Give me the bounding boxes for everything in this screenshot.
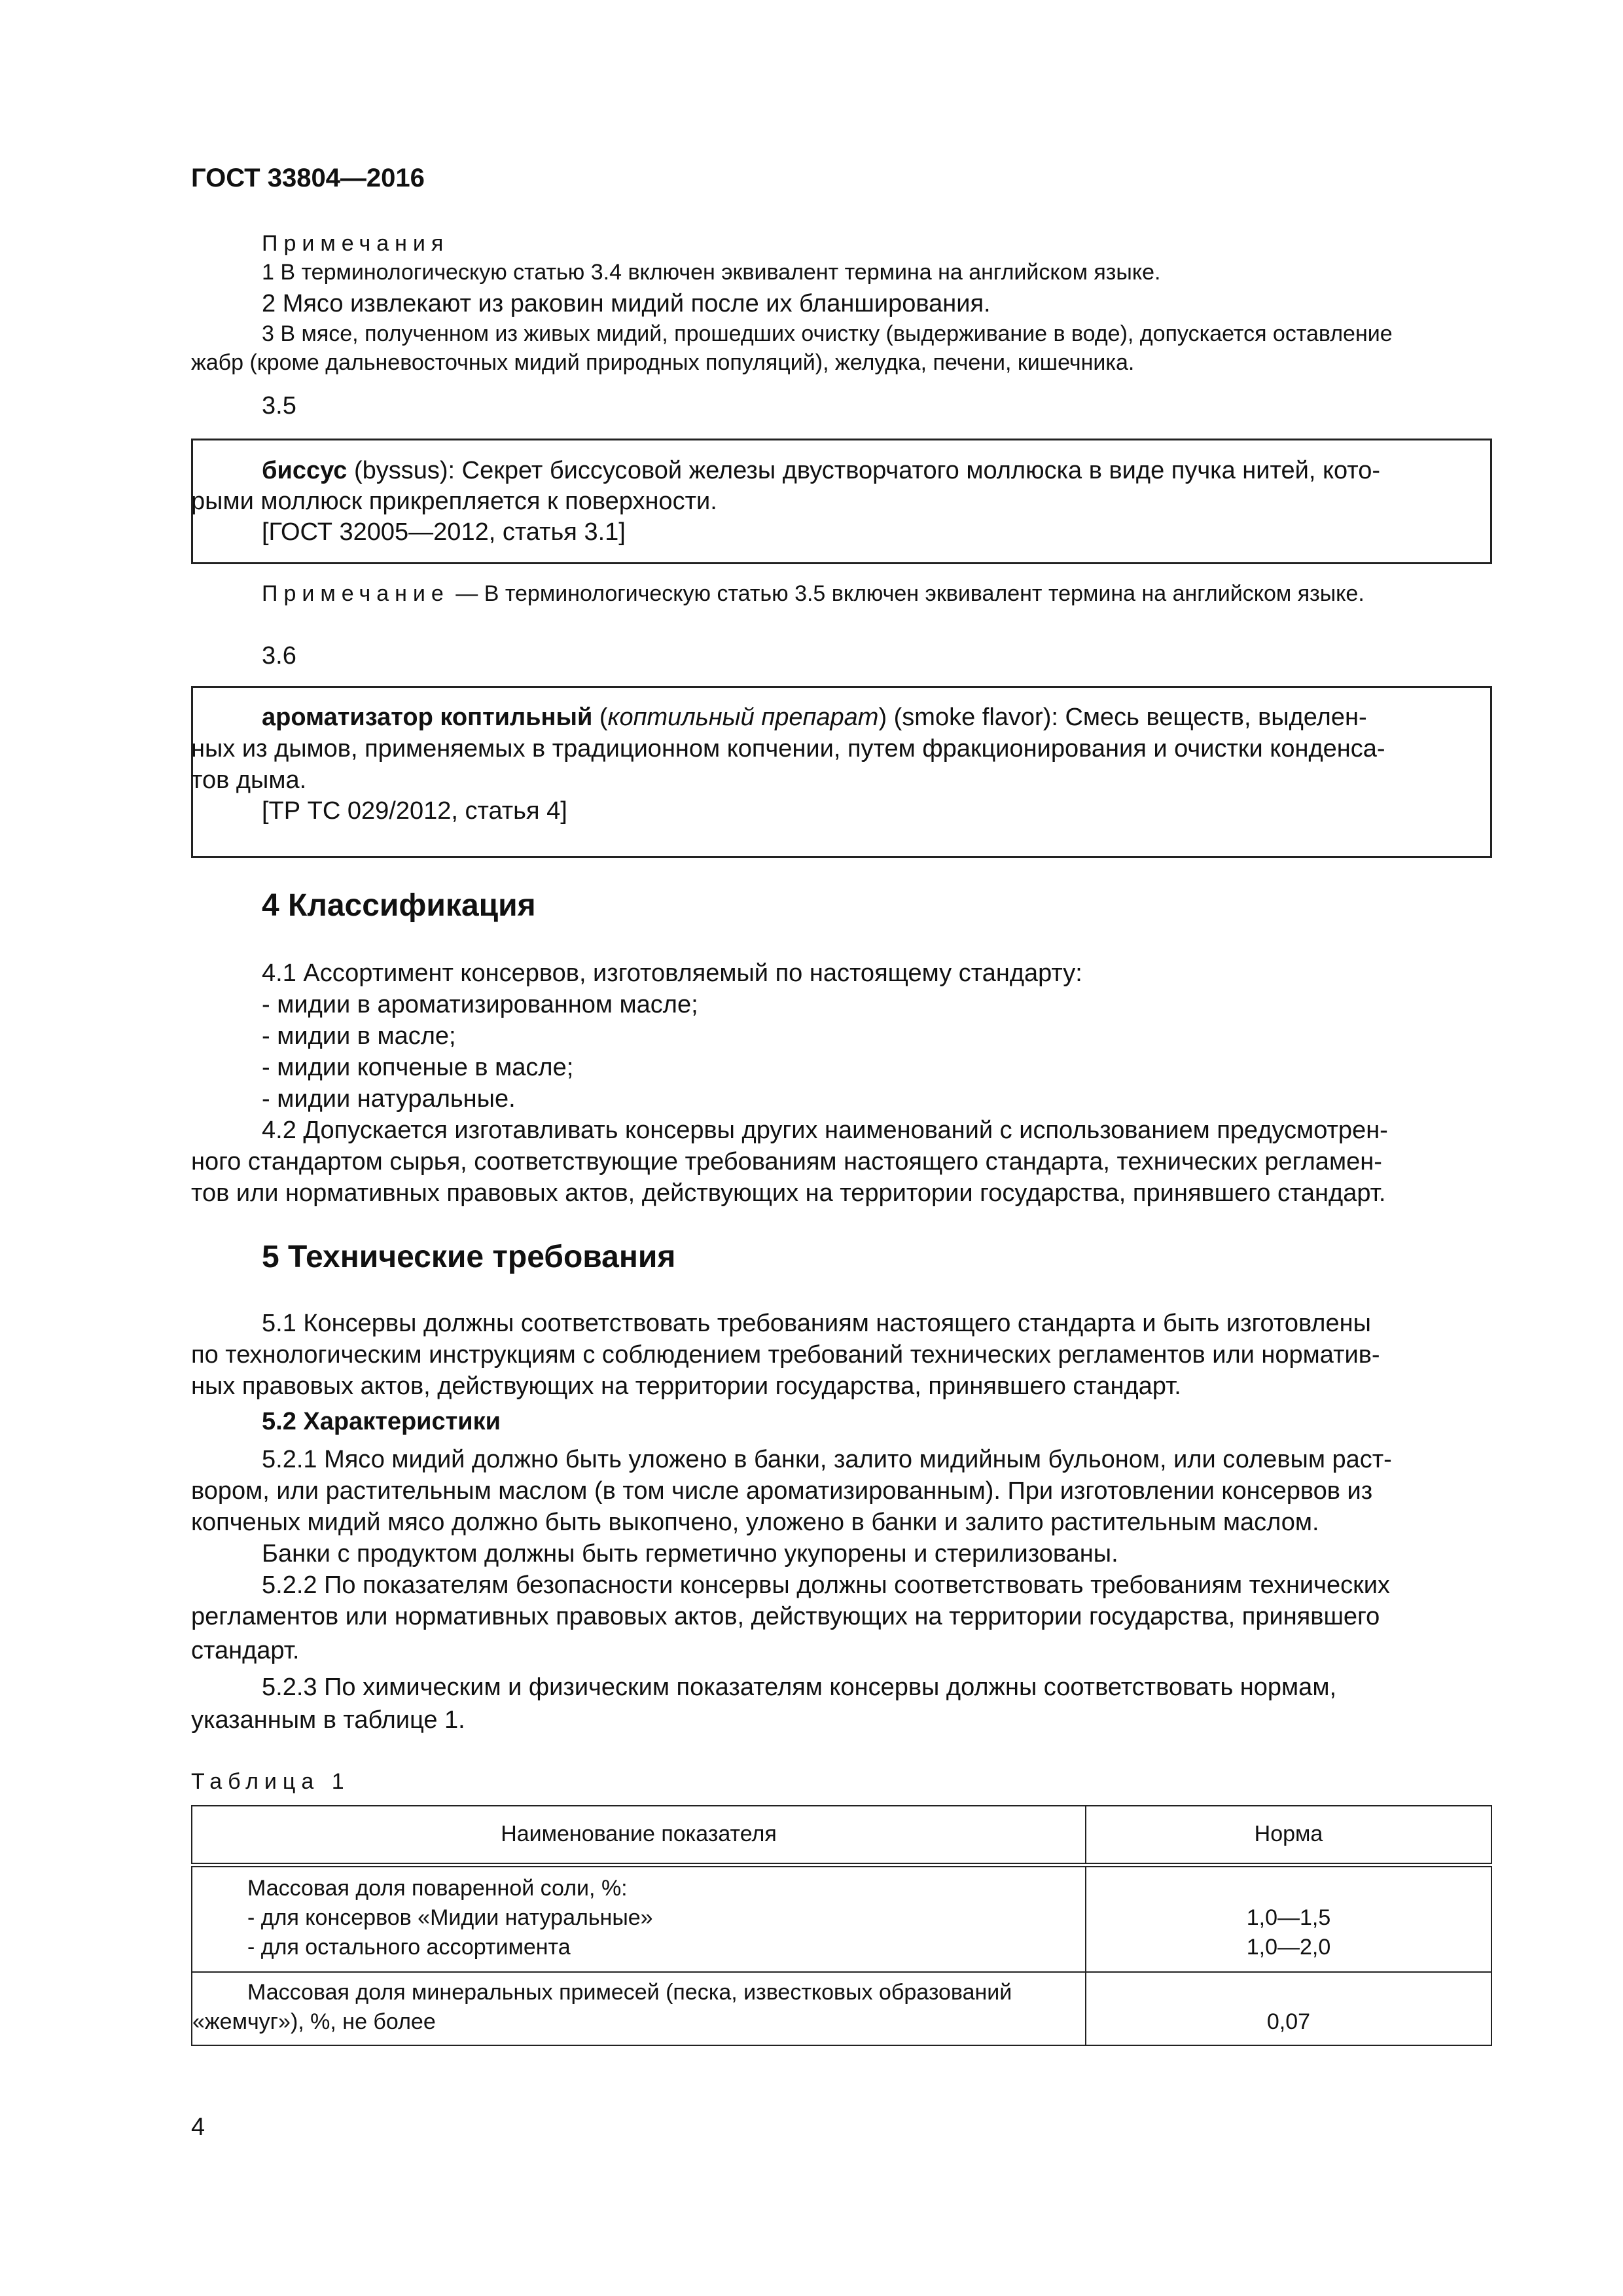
table-row [192,1865,1491,1972]
section-4-2-line-2: ного стандартом сырья, соответствующие требованиям настоящего стандарта, технических регламен- [191,1148,1382,1175]
term-number-3-5: 3.5 [262,392,296,420]
note-3-5-text: — В терминологическую статью 3.5 включен эквивалент термина на английском языке. [449,581,1364,606]
term-alt-name: коптильный препарат [607,704,879,731]
note-3-5 [262,579,1364,609]
assortment-item: - мидии копченые в масле; [262,1054,574,1081]
section-5-2-2-line-2: регламентов или нормативных правовых актов, действующих на территории государства, принявшего [191,1603,1380,1630]
mineral-impurities-line-2: «жемчуг»), %, не более [192,2009,436,2034]
section-5-2-3-line-2: указанным в таблице 1. [191,1706,465,1734]
document-id: ГОСТ 33804—2016 [191,164,425,192]
note-3-line-1: 3 В мясе, полученном из живых мидий, прошедших очистку (выдерживание в воде), допускается оставление [262,321,1393,346]
section-5-2-1-line-4: Банки с продуктом должны быть герметично укупорены и стерилизованы. [262,1540,1118,1568]
assortment-item: - мидии натуральные. [262,1085,516,1113]
note-2: 2 Мясо извлекают из раковин мидий после их бланширования. [262,290,991,317]
page-number: 4 [191,2113,205,2141]
table-cell-norm [1086,1865,1491,1972]
term-3-6-definition-line-1 [262,702,1367,734]
section-5-1-line-1: 5.1 Консервы должны соответствовать требованиям настоящего стандарта и быть изготовлены [262,1310,1371,1337]
section-5-1-line-2: по технологическим инструкциям с соблюдением требований технических регламентов или норматив- [191,1341,1380,1369]
column-header-indicator [192,1806,1086,1865]
section-5-1-line-3: ных правовых актов, действующих на территории государства, принявшего стандарт. [191,1372,1181,1400]
table-cell-norm [1086,1972,1491,2045]
section-5-2-3-line-1: 5.2.3 По химическим и физическим показателям консервы должны соответствовать нормам, [262,1674,1336,1701]
paren-open: ( [592,704,608,731]
table-row [192,1972,1491,2045]
term-number-3-6: 3.6 [262,642,296,670]
assortment-item: - мидии в масле; [262,1022,456,1050]
table-header-row [192,1806,1491,1865]
salt-natural-mussels: - для консервов «Мидии натуральные» [247,1905,653,1930]
section-5-2-1-line-2: вором, или растительным маслом (в том числе ароматизированным). При изготовлении консервов из [191,1477,1373,1505]
column-header-norm-text: Норма [1254,1821,1323,1847]
salt-other-value: 1,0—2,0 [1246,1934,1331,1960]
notes-title: Примечания [262,231,450,256]
term-3-6-definition-line-3: тов дыма. [191,766,307,794]
section-5-heading: 5 Технические требования [262,1240,676,1274]
table-1 [191,1805,1492,2046]
note-3-5-label: Примечание [262,581,450,606]
section-5-2-2-line-1: 5.2.2 По показателям безопасности консервы должны соответствовать требованиям технических [262,1571,1390,1599]
term-3-5-definition-line-1 [262,455,1380,487]
term-3-5-definition-text: (byssus): Секрет биссусовой железы двустворчатого моллюска в виде пучка нитей, кото- [347,457,1381,484]
column-header-norm [1086,1806,1491,1865]
section-4-2-line-3: тов или нормативных правовых актов, действующих на территории государства, принявшего стандарт. [191,1179,1386,1207]
paren-close: ) [878,704,887,731]
section-4-2-line-1: 4.2 Допускается изготавливать консервы других наименований с использованием предусмотрен- [262,1117,1388,1144]
section-5-2-1-line-1: 5.2.1 Мясо мидий должно быть уложено в банки, залито мидийным бульоном, или солевым раст- [262,1446,1392,1473]
note-1: 1 В терминологическую статью 3.4 включен эквивалент термина на английском языке. [262,260,1161,285]
table-cell-indicator [192,1972,1086,2045]
table-1-caption: Таблица 1 [191,1769,350,1794]
term-3-6-definition-line-2: ных из дымов, применяемых в традиционном копчении, путем фракционирования и очистки конденса- [191,735,1385,762]
section-4-1: 4.1 Ассортимент консервов, изготовляемый по настоящему стандарту: [262,960,1082,987]
term-3-6-reference: [ТР ТС 029/2012, статья 4] [262,797,567,825]
salt-other-assortment: - для остального ассортимента [247,1934,571,1960]
term-byssus: биссус [262,457,348,484]
mineral-impurities-line-1: Массовая доля минеральных примесей (песка, известковых образований [247,1979,1012,2005]
section-5-2-1-line-3: копченых мидий мясо должно быть выкопчено, уложено в банки и залито растительным маслом. [191,1509,1319,1536]
column-header-indicator-text: Наименование показателя [501,1821,777,1847]
assortment-item: - мидии в ароматизированном масле; [262,991,698,1018]
section-5-2-2-line-3: стандарт. [191,1637,300,1664]
section-4-heading: 4 Классификация [262,888,536,923]
salt-natural-value: 1,0—1,5 [1246,1905,1331,1930]
salt-indicator: Массовая доля поваренной соли, %: [247,1875,628,1901]
spacer [1086,1874,1491,1903]
term-3-5-reference: [ГОСТ 32005—2012, статья 3.1] [262,518,626,546]
term-3-6-definition-text: (smoke flavor): Смесь веществ, выделен- [887,704,1367,731]
note-3-line-2: жабр (кроме дальневосточных мидий природных популяций), желудка, печени, кишечника. [191,350,1135,375]
table-cell-indicator [192,1865,1086,1972]
mineral-impurities-value: 0,07 [1266,2009,1311,2034]
term-3-5-definition-line-2: рыми моллюск прикрепляется к поверхности. [191,488,717,515]
subsection-5-2-heading: 5.2 Характеристики [262,1408,501,1435]
term-smoke-flavor: ароматизатор коптильный [262,704,593,731]
